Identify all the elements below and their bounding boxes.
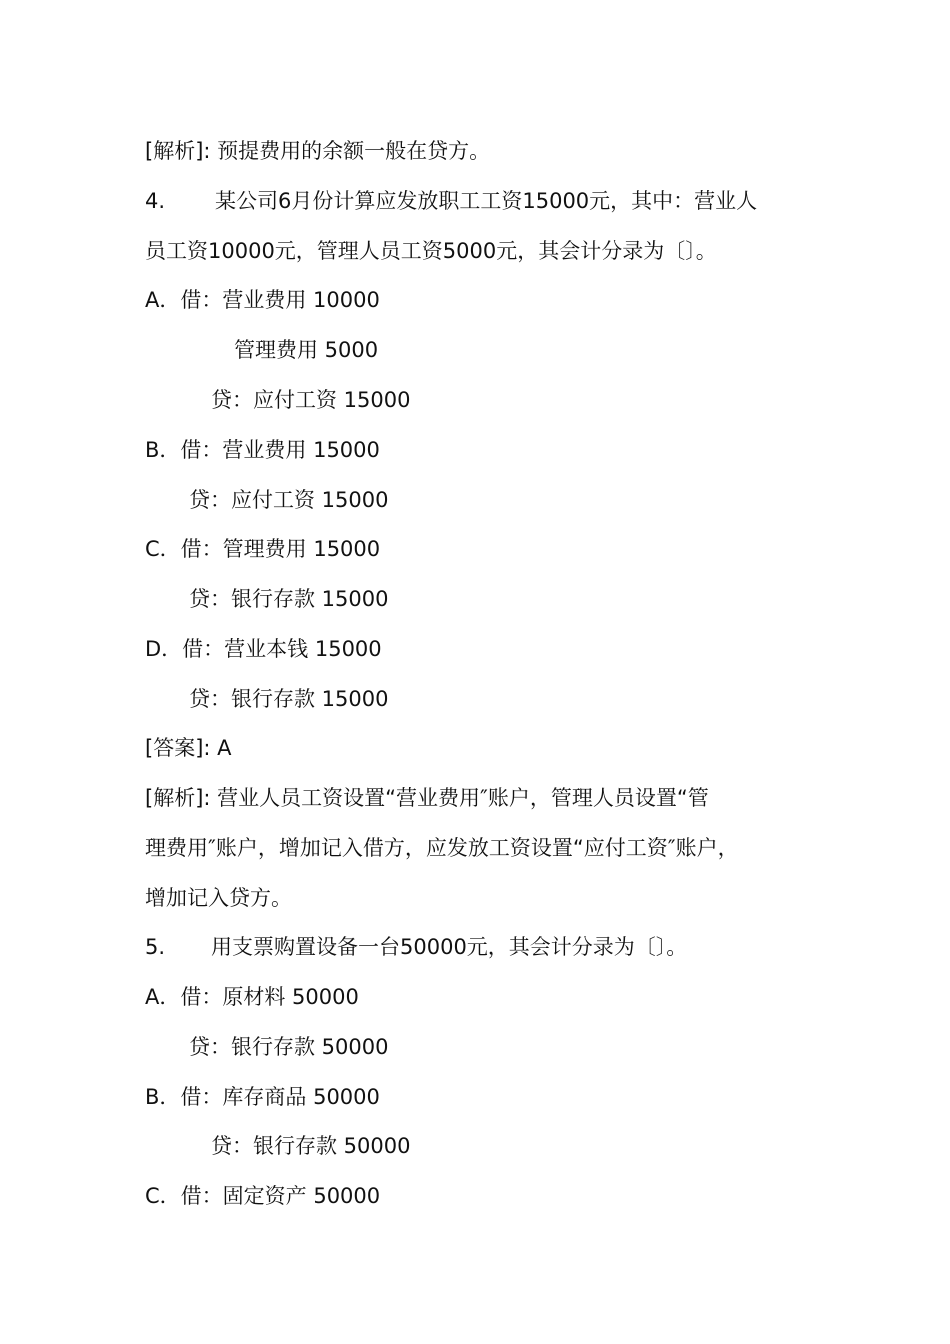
option-c-debit: C．借：管理费用 15000 <box>145 537 381 561</box>
question-number: 5. <box>145 935 166 959</box>
option-a-debit: A．借：营业费用 10000 <box>145 288 380 312</box>
analysis-line-3: 增加记入贷方。 <box>145 886 292 910</box>
question-text: 某公司6月份计算应发放职工工资15000元，其中：营业人 <box>215 189 758 213</box>
question-number: 4. <box>145 189 166 213</box>
option-c-debit: C．借：固定资产 50000 <box>145 1184 381 1208</box>
option-a-credit: 贷：应付工资 15000 <box>211 388 411 412</box>
option-b-credit: 贷：应付工资 15000 <box>189 488 389 512</box>
option-d-debit: D．借：营业本钱 15000 <box>145 637 382 661</box>
answer-line: [答案]: A <box>145 736 232 760</box>
option-a-debit-2: 管理费用 5000 <box>234 338 379 362</box>
option-b-debit: B．借：营业费用 15000 <box>145 438 380 462</box>
option-b-debit: B．借：库存商品 50000 <box>145 1085 380 1109</box>
analysis-line-2: 理费用″账户，增加记入借方，应发放工资设置“应付工资″账户， <box>145 836 739 860</box>
option-a-credit: 贷：银行存款 50000 <box>189 1035 389 1059</box>
option-b-credit: 贷：银行存款 50000 <box>211 1134 411 1158</box>
analysis-line: [解析]: 预提费用的余额一般在贷方。 <box>145 139 491 163</box>
analysis-line-1: [解析]: 营业人员工资设置“营业费用″账户，管理人员设置“管 <box>145 786 709 810</box>
option-d-credit: 贷：银行存款 15000 <box>189 687 389 711</box>
option-c-credit: 贷：银行存款 15000 <box>189 587 389 611</box>
question-text-continued: 员工资10000元，管理人员工资5000元，其会计分录为〔〕。 <box>145 239 717 263</box>
option-a-debit: A．借：原材料 50000 <box>145 985 359 1009</box>
question-text: 用支票购置设备一台50000元，其会计分录为〔〕。 <box>211 935 688 959</box>
